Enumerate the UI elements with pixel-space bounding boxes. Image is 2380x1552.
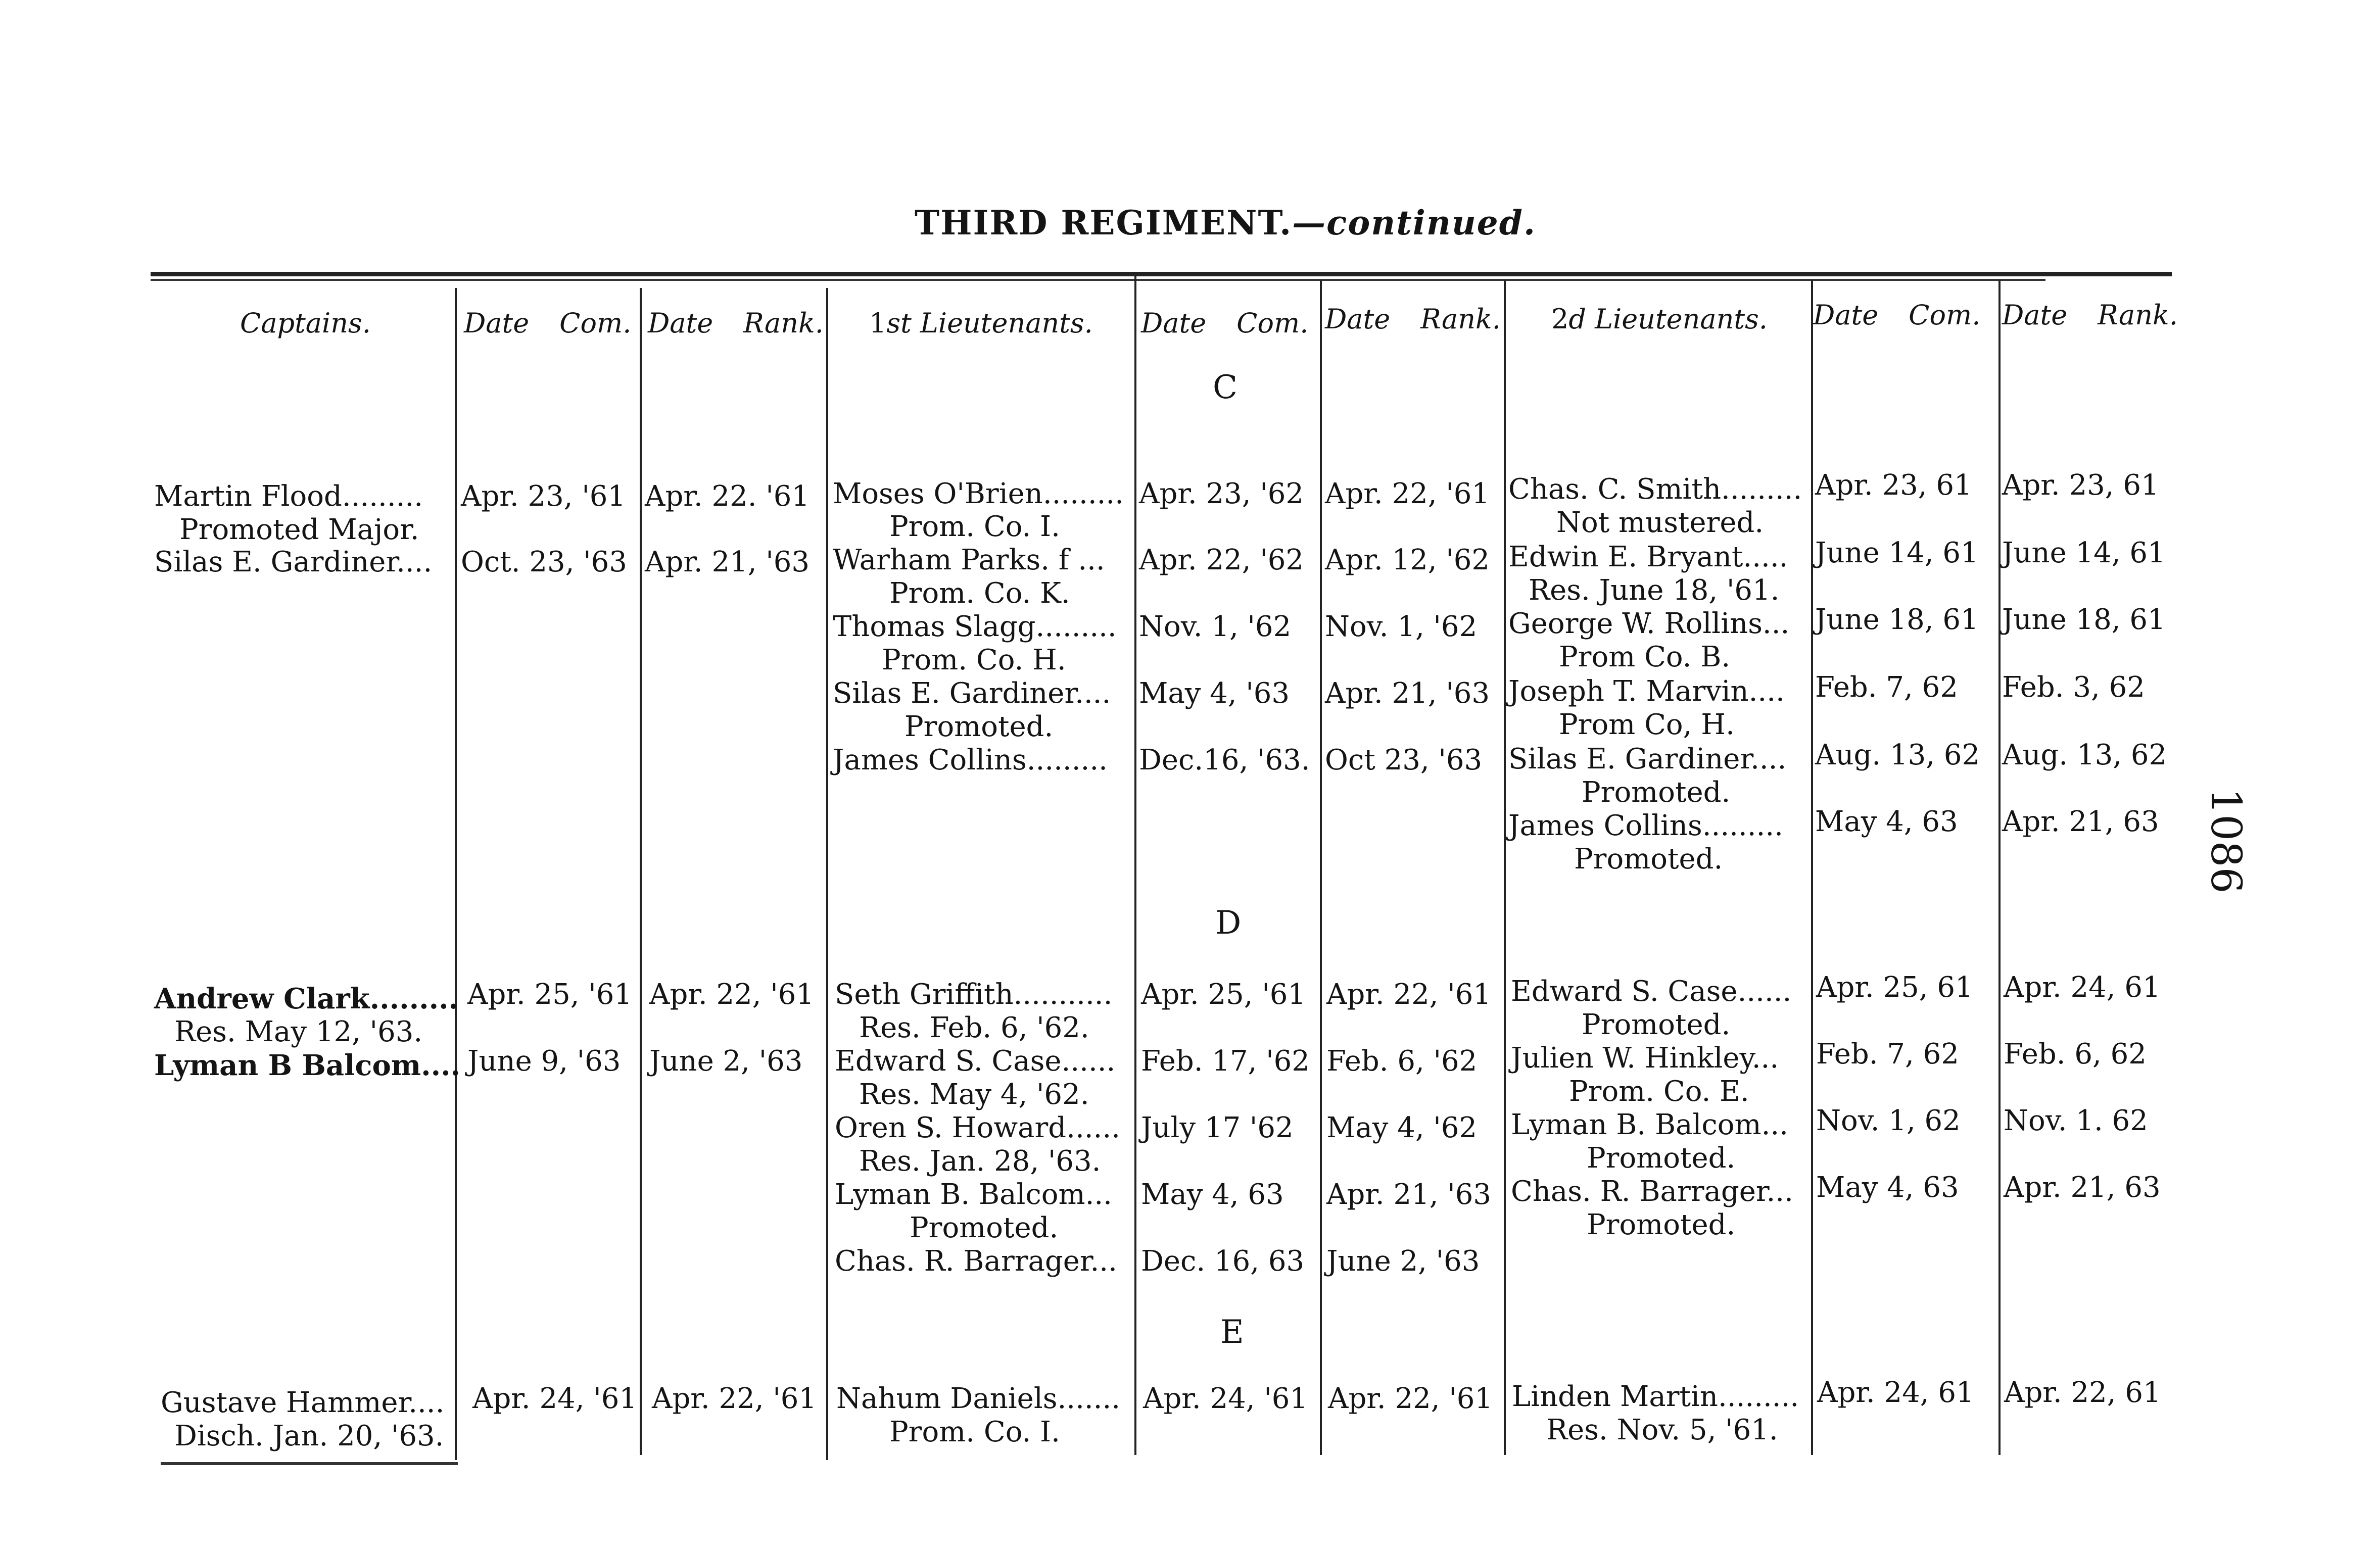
second-lieutenant-name: Edward S. Case...... [1511, 975, 1792, 1008]
column-divider [1811, 280, 1813, 1455]
first-lieutenant-date-rank: Nov. 1, '62 [1325, 610, 1478, 643]
column-divider [1504, 280, 1506, 1455]
first-lieutenant-note: Prom. Co. H. [882, 644, 1066, 676]
second-lieutenant-date-rank: Nov. 1. 62 [2004, 1104, 2148, 1137]
captain-date-rank: Apr. 21, '63 [645, 546, 810, 578]
second-lieutenant-date-com: Aug. 13, 62 [1815, 739, 1980, 771]
header-date-rank: Date Rank. [2002, 299, 2178, 331]
captain-date-rank: Apr. 22, '61 [649, 978, 815, 1011]
title-suffix: —continued. [1292, 203, 1536, 243]
column-divider [1320, 280, 1322, 1455]
captain-name: Andrew Clark......... [154, 982, 459, 1015]
page-title [915, 203, 1536, 243]
first-lieutenant-name: Oren S. Howard...... [835, 1111, 1120, 1144]
first-lieutenant-date-com: Apr. 24, '61 [1143, 1382, 1308, 1415]
first-lieutenant-note: Prom. Co. I. [889, 1416, 1060, 1448]
second-lieutenant-date-rank: Apr. 21, 63 [2002, 805, 2159, 838]
second-lieutenant-note: Not mustered. [1556, 506, 1764, 539]
second-lieutenant-note: Res. Nov. 5, '61. [1546, 1414, 1778, 1446]
first-lieutenant-date-rank: Apr. 22, '61 [1328, 1382, 1493, 1415]
captain-date-rank: Apr. 22. '61 [645, 480, 810, 513]
captain-note: Res. May 12, '63. [174, 1015, 423, 1048]
second-lieutenant-name: Silas E. Gardiner.... [1508, 743, 1787, 775]
captain-name: Lyman B Balcom.... [154, 1049, 461, 1082]
second-lieutenant-date-com: Apr. 25, 61 [1816, 971, 1973, 1004]
column-divider [1134, 275, 1136, 1455]
second-lieutenant-note: Promoted. [1582, 1008, 1731, 1041]
first-lieutenant-name: Warham Parks. f ... [833, 544, 1105, 576]
first-lieutenant-name: Nahum Daniels....... [836, 1382, 1121, 1415]
first-lieutenant-name: Edward S. Case...... [835, 1045, 1116, 1078]
first-lieutenant-note: Prom. Co. K. [889, 577, 1070, 610]
column-divider [826, 288, 828, 1460]
second-lieutenant-note: Promoted. [1587, 1142, 1736, 1175]
second-lieutenant-note: Res. June 18, '61. [1529, 574, 1780, 607]
first-lieutenant-note: Res. Feb. 6, '62. [859, 1011, 1089, 1044]
second-lieutenant-date-com: May 4, 63 [1815, 805, 1958, 838]
second-lieutenant-date-rank: Apr. 21, 63 [2004, 1171, 2161, 1204]
second-lieutenant-date-com: June 14, 61 [1815, 537, 1979, 569]
first-lieutenant-note: Prom. Co. I. [889, 510, 1060, 543]
first-lieutenant-date-rank: June 2, '63 [1326, 1245, 1480, 1278]
header-first-lieutenants: 1st Lieutenants. [869, 307, 1093, 339]
second-lieutenant-name: James Collins......... [1508, 809, 1783, 842]
second-lieutenant-date-com: June 18, 61 [1815, 603, 1979, 636]
first-lieutenant-note: Promoted. [905, 710, 1054, 743]
company-letter: C [1213, 369, 1237, 406]
second-lieutenant-note: Prom Co. B. [1559, 641, 1731, 673]
first-lieutenant-date-rank: Oct 23, '63 [1325, 744, 1483, 777]
captain-date-rank: Apr. 22, '61 [652, 1382, 817, 1415]
second-lieutenant-note: Promoted. [1582, 776, 1731, 809]
captain-date-com: Oct. 23, '63 [461, 546, 627, 578]
second-lieutenant-date-rank: Apr. 22, 61 [2004, 1376, 2161, 1409]
first-lieutenant-date-rank: Apr. 22, '61 [1326, 978, 1492, 1011]
first-lieutenant-name: James Collins......... [833, 744, 1108, 777]
first-lieutenant-date-com: Apr. 23, '62 [1139, 477, 1304, 510]
column-divider [1998, 280, 2001, 1455]
top-rule-thin [151, 279, 2045, 281]
first-lieutenant-date-com: Dec. 16, 63 [1141, 1245, 1305, 1278]
first-lieutenant-name: Moses O'Brien......... [833, 477, 1124, 510]
first-lieutenant-note: Res. May 4, '62. [859, 1078, 1089, 1111]
first-lieutenant-date-rank: Apr. 22, '61 [1325, 477, 1490, 510]
second-lieutenant-note: Prom. Co. E. [1569, 1075, 1749, 1108]
first-lieutenant-date-rank: Apr. 12, '62 [1325, 544, 1490, 576]
second-lieutenant-date-com: Nov. 1, 62 [1816, 1104, 1961, 1137]
first-lieutenant-name: Seth Griffith........... [835, 978, 1113, 1011]
second-lieutenant-note: Prom Co, H. [1559, 708, 1735, 741]
captain-note: Disch. Jan. 20, '63. [174, 1420, 444, 1452]
bottom-rule [161, 1462, 458, 1465]
first-lieutenant-date-com: July 17 '62 [1141, 1111, 1294, 1144]
header-date-com: Date Com. [1813, 299, 1981, 331]
first-lieutenant-date-rank: May 4, '62 [1326, 1111, 1478, 1144]
second-lieutenant-name: Lyman B. Balcom... [1511, 1108, 1788, 1141]
first-lieutenant-name: Chas. R. Barrager... [835, 1245, 1117, 1278]
second-lieutenant-name: Linden Martin......... [1512, 1380, 1799, 1413]
header-captains: Captains. [240, 307, 371, 339]
captain-note: Promoted Major. [179, 513, 419, 546]
company-letter: D [1215, 904, 1242, 942]
captain-name: Silas E. Gardiner.... [154, 546, 433, 578]
company-letter: E [1220, 1314, 1244, 1351]
second-lieutenant-name: Edwin E. Bryant..... [1508, 541, 1788, 573]
title-text: THIRD REGIMENT. [915, 203, 1293, 243]
first-lieutenant-date-rank: Apr. 21, '63 [1325, 677, 1490, 710]
second-lieutenant-name: Chas. R. Barrager... [1511, 1175, 1793, 1208]
first-lieutenant-name: Lyman B. Balcom... [835, 1178, 1112, 1211]
second-lieutenant-date-com: Apr. 23, 61 [1815, 469, 1972, 502]
header-date-rank: Date Rank. [1325, 303, 1501, 335]
column-divider [455, 288, 457, 1460]
first-lieutenant-name: Thomas Slagg......... [833, 610, 1117, 643]
page-number: 1086 [2202, 788, 2250, 894]
first-lieutenant-date-com: Apr. 25, '61 [1141, 978, 1306, 1011]
second-lieutenant-name: Chas. C. Smith......... [1508, 473, 1802, 506]
second-lieutenant-date-rank: June 18, 61 [2002, 603, 2166, 636]
first-lieutenant-date-com: Nov. 1, '62 [1139, 610, 1292, 643]
second-lieutenant-date-rank: Apr. 23, 61 [2002, 469, 2159, 502]
second-lieutenant-name: George W. Rollins... [1508, 607, 1790, 640]
first-lieutenant-note: Res. Jan. 28, '63. [859, 1145, 1101, 1178]
second-lieutenant-date-com: Apr. 24, 61 [1817, 1376, 1974, 1409]
captain-date-rank: June 2, '63 [649, 1045, 803, 1078]
second-lieutenant-name: Julien W. Hinkley... [1511, 1042, 1779, 1075]
captain-name: Gustave Hammer.... [161, 1386, 445, 1419]
header-date-rank: Date Rank. [648, 307, 824, 339]
second-lieutenant-note: Promoted. [1574, 843, 1723, 876]
second-lieutenant-date-com: Feb. 7, 62 [1816, 1038, 1959, 1071]
second-lieutenant-date-rank: June 14, 61 [2002, 537, 2166, 569]
first-lieutenant-date-com: Apr. 22, '62 [1139, 544, 1304, 576]
captain-date-com: Apr. 23, '61 [461, 480, 626, 513]
first-lieutenant-date-com: May 4, 63 [1141, 1178, 1284, 1211]
second-lieutenant-date-com: May 4, 63 [1816, 1171, 1959, 1204]
header-date-com: Date Com. [1141, 307, 1309, 339]
first-lieutenant-name: Silas E. Gardiner.... [833, 677, 1111, 710]
second-lieutenant-name: Joseph T. Marvin.... [1508, 675, 1785, 708]
captain-date-com: Apr. 25, '61 [467, 978, 633, 1011]
captain-name: Martin Flood......... [154, 480, 423, 513]
second-lieutenant-date-com: Feb. 7, 62 [1815, 671, 1958, 704]
captain-date-com: June 9, '63 [467, 1045, 621, 1078]
second-lieutenant-date-rank: Aug. 13, 62 [2002, 739, 2167, 771]
first-lieutenant-date-rank: Feb. 6, '62 [1326, 1045, 1478, 1078]
first-lieutenant-date-com: May 4, '63 [1139, 677, 1290, 710]
header-date-com: Date Com. [464, 307, 632, 339]
second-lieutenant-date-rank: Apr. 24, 61 [2004, 971, 2161, 1004]
first-lieutenant-note: Promoted. [910, 1211, 1059, 1244]
column-divider [640, 288, 642, 1455]
first-lieutenant-date-rank: Apr. 21, '63 [1326, 1178, 1492, 1211]
header-second-lieutenants: 2d Lieutenants. [1551, 303, 1768, 335]
captain-date-com: Apr. 24, '61 [472, 1382, 638, 1415]
second-lieutenant-date-rank: Feb. 6, 62 [2004, 1038, 2147, 1071]
first-lieutenant-date-com: Feb. 17, '62 [1141, 1045, 1310, 1078]
first-lieutenant-date-com: Dec.16, '63. [1139, 744, 1310, 777]
second-lieutenant-date-rank: Feb. 3, 62 [2002, 671, 2145, 704]
second-lieutenant-note: Promoted. [1587, 1208, 1736, 1241]
top-rule [151, 272, 2172, 276]
